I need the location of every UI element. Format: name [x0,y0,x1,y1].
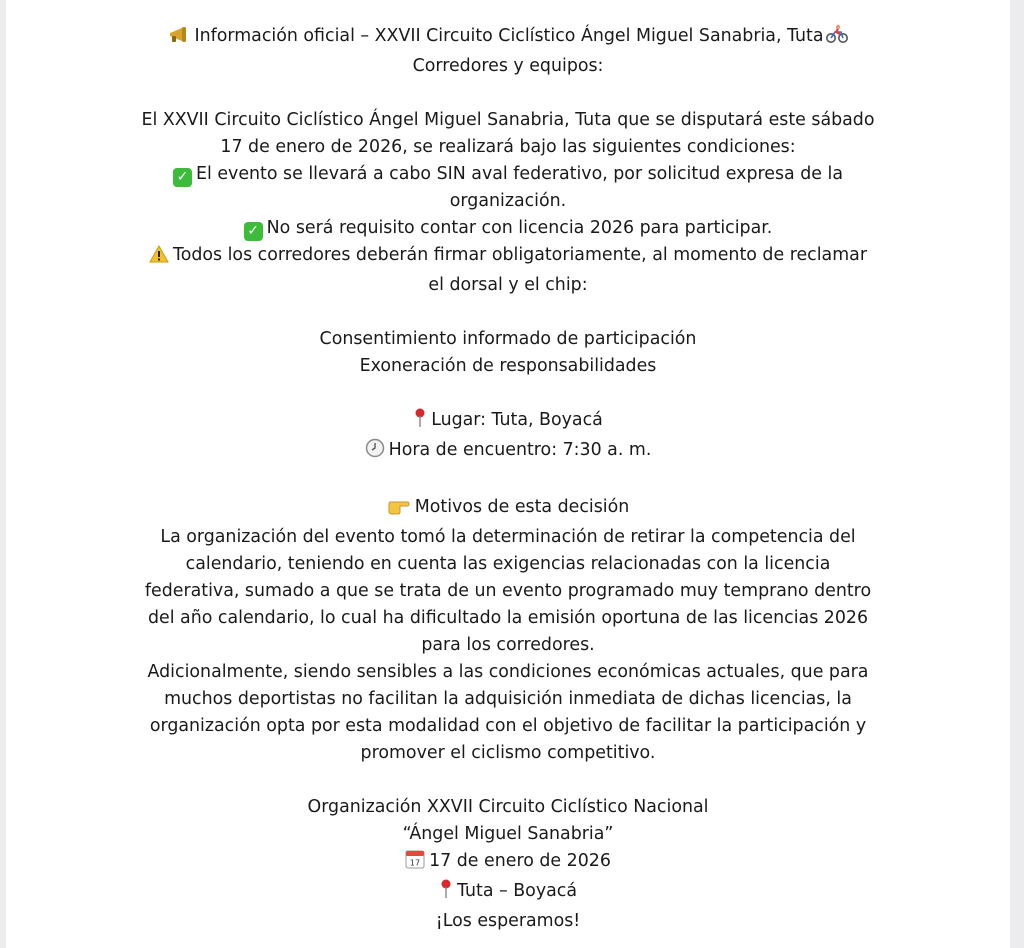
pointing-hand-icon [387,497,411,524]
reasons-line: promover el ciclismo competitivo. [360,743,656,763]
closing-line: ¡Los esperamos! [435,911,581,931]
warning-icon [149,245,169,272]
condition-item-continued: organización. [449,191,567,211]
intro-line: El XXVII Circuito Ciclístico Ángel Miguel Sanabria, Tuta que se disputará este sábado [141,110,875,130]
reasons-line: muchos deportistas no facilitan la adquisición inmediata de dichas licencias, la [164,689,852,709]
warning-line: Todos los corredores deberán firmar obligatoriamente, al momento de reclamar [6,242,1010,272]
organization-name: “Ángel Miguel Sanabria” [402,824,614,844]
meeting-time-line: Hora de encuentro: 7:30 a. m. [6,437,1010,467]
required-document: Consentimiento informado de participación [319,329,697,349]
condition-item: ✓ El evento se llevará a cabo SIN aval federativo, por solicitud expresa de la [6,161,1010,188]
check-mark-icon: ✓ [173,168,192,187]
reasons-line: federativa, sumado a que se trata de un evento programado muy temprano dentro [144,581,872,601]
check-mark-icon: ✓ [244,222,263,241]
greeting: Corredores y equipos: [412,56,604,76]
page-title: Información oficial – XXVII Circuito Ciclístico Ángel Miguel Sanabria, Tuta [194,26,824,46]
reasons-line: para los corredores. [421,635,595,655]
calendar-icon [405,849,425,878]
required-document: Exoneración de responsabilidades [359,356,657,376]
intro-line: 17 de enero de 2026, se realizará bajo las siguientes condiciones: [220,137,796,157]
organization-line: Organización XXVII Circuito Ciclístico Nacional [307,797,709,817]
reasons-heading: Motivos de esta decisión [6,494,1010,524]
reasons-line: del año calendario, lo cual ha dificultado la emisión oportuna de las licencias 2026 [147,608,869,628]
clock-icon [365,438,385,467]
date-line: 17 17 de enero de 2026 [6,848,1010,878]
location-line: Lugar: Tuta, Boyacá [6,407,1010,437]
condition-item: ✓ No será requisito contar con licencia 2026 para participar. [6,215,1010,242]
map-pin-icon [439,879,453,908]
map-pin-icon [413,408,427,437]
title-line [6,23,1010,53]
reasons-line: La organización del evento tomó la determinación de retirar la competencia del [160,527,856,547]
megaphone-icon [168,26,190,53]
reasons-line: calendario, teniendo en cuenta las exigencias relacionadas con la licencia [185,554,831,574]
cyclist-icon [826,24,848,53]
reasons-line: Adicionalmente, siendo sensibles a las condiciones económicas actuales, que para [147,662,869,682]
announcement [6,23,1010,935]
place-line: Tuta – Boyacá [6,878,1010,908]
warning-line-continued: el dorsal y el chip: [428,275,588,295]
calendar-day: 17 [410,858,421,868]
reasons-line: organización opta por esta modalidad con el objetivo de facilitar la participación y [149,716,867,736]
document-page [6,0,1010,948]
